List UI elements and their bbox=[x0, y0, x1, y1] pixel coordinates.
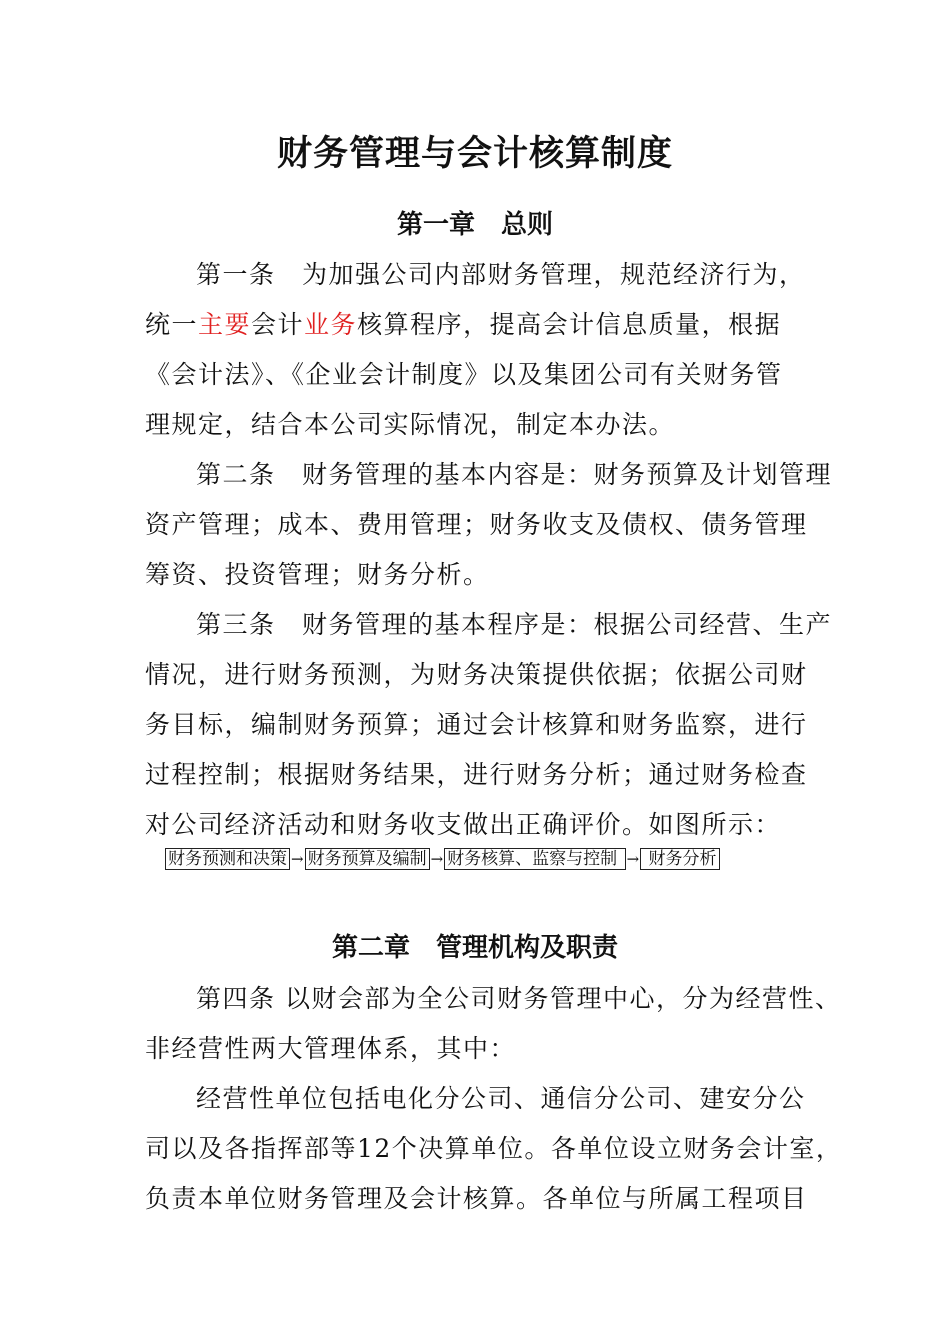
arrow-icon: → bbox=[430, 850, 444, 868]
arrow-icon: → bbox=[291, 850, 304, 868]
chapter-1-heading: 第一章 总则 bbox=[396, 210, 553, 240]
paragraph-5-line-2: 司以及各指挥部等12个决算单位。各单位设立财务会计室， bbox=[145, 1134, 843, 1163]
chapter-2-heading: 第二章 管理机构及职责 bbox=[331, 933, 618, 963]
article-2-line-1: 第二条 财务管理的基本内容是：财务预算及计划管理 bbox=[196, 460, 833, 489]
flow-step-accounting: 财务核算、监察与控制 bbox=[444, 848, 625, 870]
flow-step-forecast: 财务预测和决策 bbox=[165, 848, 290, 870]
paragraph-5-line-1: 经营性单位包括电化分公司、通信分公司、建安分公 bbox=[196, 1084, 806, 1113]
article-2-line-2: 资产管理；成本、费用管理；财务收支及债权、债务管理 bbox=[145, 510, 808, 539]
article-1-line-2 bbox=[145, 307, 781, 343]
article-3-line-3: 务目标，编制财务预算；通过会计核算和财务监察，进行 bbox=[145, 710, 808, 739]
text-fragment: 核算程序，提高会计信息质量，根据 bbox=[357, 310, 782, 339]
arrow-icon: → bbox=[626, 850, 640, 868]
article-4-line-2: 非经营性两大管理体系，其中： bbox=[145, 1034, 517, 1063]
paragraph-5-line-3: 负责本单位财务管理及会计核算。各单位与所属工程项目 bbox=[145, 1184, 808, 1213]
article-1-line-1: 第一条 为加强公司内部财务管理，规范经济行为， bbox=[196, 260, 806, 289]
article-3-line-4: 过程控制；根据财务结果，进行财务分析；通过财务检查 bbox=[145, 760, 808, 789]
article-2-line-3: 筹资、投资管理；财务分析。 bbox=[145, 560, 490, 589]
text-fragment: 统一 bbox=[145, 310, 199, 339]
article-1-line-4: 理规定，结合本公司实际情况，制定本办法。 bbox=[145, 410, 676, 439]
article-1-line-3: 《会计法》、《企业会计制度》以及集团公司有关财务管 bbox=[145, 360, 783, 389]
document-title: 财务管理与会计核算制度 bbox=[276, 134, 673, 174]
highlighted-text-business: 业务 bbox=[304, 310, 358, 339]
highlighted-text-main: 主要 bbox=[198, 310, 252, 339]
text-fragment: 会计 bbox=[251, 310, 305, 339]
flow-step-analysis: 财务分析 bbox=[640, 848, 719, 870]
process-flow bbox=[165, 847, 720, 871]
flow-step-budget: 财务预算及编制 bbox=[305, 848, 430, 870]
article-3-line-2: 情况，进行财务预测，为财务决策提供依据；依据公司财 bbox=[145, 660, 808, 689]
article-3-line-1: 第三条 财务管理的基本程序是：根据公司经营、生产 bbox=[196, 610, 833, 639]
article-4-line-1: 第四条 以财会部为全公司财务管理中心，分为经营性、 bbox=[196, 984, 842, 1013]
article-3-line-5: 对公司经济活动和财务收支做出正确评价。如图所示： bbox=[145, 810, 782, 839]
